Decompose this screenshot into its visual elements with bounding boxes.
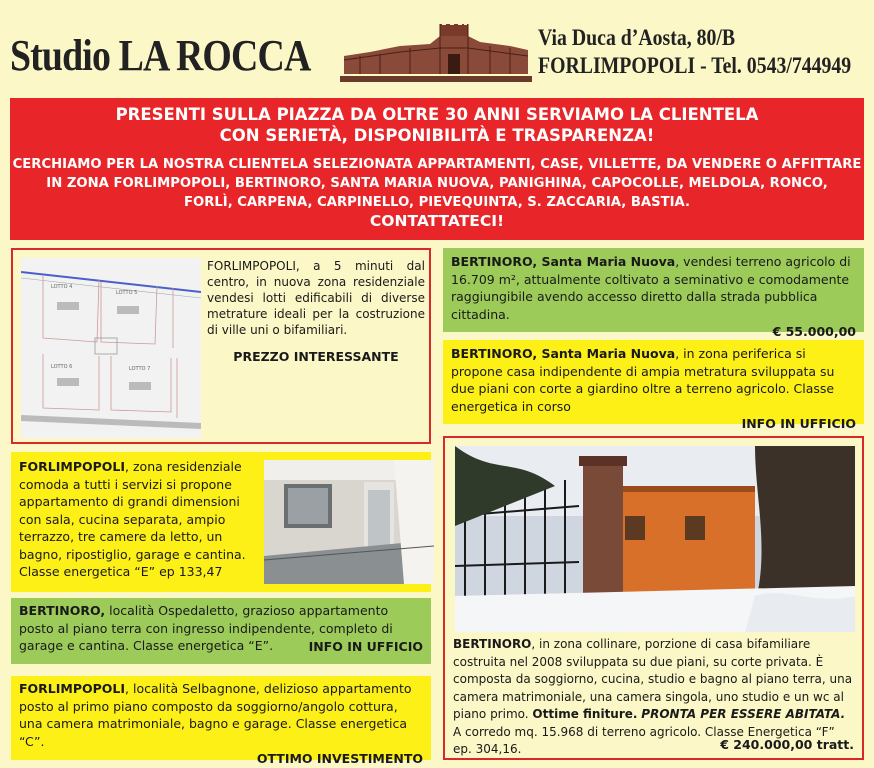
- header: [0, 0, 874, 96]
- bifamiliare-location: BERTINORO: [453, 637, 532, 651]
- ospedaletto-text: località Ospedaletto, grazioso appartamento posto al piano terra con ingresso indipendente, completo di garage e cantina. Classe energetica “E”.: [19, 603, 393, 653]
- appartamento-description: [19, 458, 249, 581]
- listing-bifamiliare: [443, 436, 864, 760]
- map-label-2: LOTTO 5: [116, 290, 138, 296]
- listing-casa-periferica: [443, 340, 864, 431]
- map-label-4: LOTTO 7: [129, 366, 151, 372]
- lotti-price: PREZZO INTERESSANTE: [233, 349, 399, 364]
- selbagnone-price: OTTIMO INVESTIMENTO: [256, 751, 423, 766]
- banner-line2: [10, 155, 864, 212]
- casa-periferica-description: [451, 345, 856, 415]
- appartamento-text: , zona residenziale comoda a tutti i servizi si propone appartamento di grandi dimensioni con sala, cucina separata, ampio terrazzo, tre camere da letto, un bagno, ripostiglio, garage e cantina. Classe energetica “E” ep 133,47: [19, 459, 246, 579]
- appartamento-location: FORLIMPOPOLI: [19, 459, 126, 474]
- selbagnone-text: , località Selbagnone, delizioso appartamento posto al primo piano composto da soggiorno/angolo cottura, una camera matrimoniale, bagno e garage. Classe energetica “C”.: [19, 681, 412, 749]
- lotti-description: FORLIMPOPOLI, a 5 minuti dal centro, in nuova zona residenziale vendesi lotti edificabili di diverse metrature ideali per la costruzione di ville uni o bifamiliari.: [207, 259, 425, 337]
- terreno-text: , vendesi terreno agricolo di 16.709 m², attualmente coltivato a seminativo e comodamente raggiungibile avendo accesso diretto dalla strada pubblica cittadina.: [451, 254, 851, 322]
- banner-line2b: IN ZONA FORLIMPOPOLI, BERTINORO, SANTA MARIA NUOVA, PANIGHINA, CAPOCOLLE, MELDOLA, RONCO,: [46, 176, 828, 191]
- banner-line1a: PRESENTI SULLA PIAZZA DA OLTRE 30 ANNI SERVIAMO LA CLIENTELA: [115, 105, 759, 124]
- banner-line1: [10, 98, 864, 146]
- listing-terreno: [443, 248, 864, 339]
- listing-ospedaletto: [11, 598, 431, 664]
- address-city-phone: FORLIMPOPOLI - Tel. 0543/744949: [538, 53, 852, 78]
- bifamiliare-text: , in zona collinare, porzione di casa bifamiliare costruita nel 2008 sviluppata su due piani, su corte privata. È composta da soggiorno, cucina, studio e bagno al piano terra, una camera matrimoniale, una camera singola, uno studio e un wc al piano primo.: [453, 637, 853, 721]
- brand-name: Studio LA ROCCA: [10, 31, 311, 80]
- casa-periferica-location: BERTINORO, Santa Maria Nuova: [451, 346, 676, 361]
- banner-line2a: CERCHIAMO PER LA NOSTRA CLIENTELA SELEZIONATA APPARTAMENTI, CASE, VILLETTE, DA VENDERE O AFFITTARE: [12, 157, 862, 172]
- bifamiliare-highlight-pronta: PRONTA PER ESSERE ABITATA.: [641, 707, 846, 721]
- listing-lotti: [11, 248, 431, 444]
- casa-periferica-text: , in zona periferica si propone casa indipendente di ampia metratura sviluppata su due piani con corte a giardino oltre a terreno agricolo. Classe energetica in corso: [451, 346, 835, 414]
- address-street: Via Duca d’Aosta, 80/B: [538, 25, 736, 50]
- bifamiliare-price: € 240.000,00 tratt.: [720, 737, 854, 752]
- terreno-price: € 55.000,00: [772, 324, 856, 339]
- listing-appartamento-forlimpopoli: [11, 452, 431, 592]
- promo-banner: [10, 98, 864, 240]
- map-label-1: LOTTO 4: [51, 284, 73, 290]
- apartment-terrace-photo: [264, 460, 434, 584]
- terreno-location: BERTINORO, Santa Maria Nuova: [451, 254, 676, 269]
- banner-line2c: FORLÌ, CARPENA, CARPINELLO, PIEVEQUINTA, S. ZACCARIA, BASTIA.: [184, 195, 690, 210]
- bifamiliare-highlight-finiture: Ottime finiture.: [532, 707, 638, 721]
- house-gate-snow-photo: [455, 446, 855, 632]
- selbagnone-description: [19, 680, 423, 750]
- terreno-description: [451, 253, 856, 323]
- ospedaletto-price: INFO IN UFFICIO: [308, 638, 423, 654]
- listing-selbagnone: [11, 676, 431, 766]
- casa-periferica-price: INFO IN UFFICIO: [741, 416, 856, 431]
- lots-map-image: [21, 258, 201, 438]
- castle-logo: [340, 16, 532, 84]
- bifamiliare-text2: A corredo mq. 15.968 di terreno agricolo. Classe Energetica “F” ep. 304,16.: [453, 724, 835, 756]
- banner-line1b: CON SERIETÀ, DISPONIBILITÀ E TRASPARENZA!: [219, 126, 655, 145]
- address: [538, 24, 851, 80]
- ospedaletto-location: BERTINORO,: [19, 603, 106, 618]
- banner-cta: CONTATTATECI!: [369, 212, 505, 230]
- selbagnone-location: FORLIMPOPOLI: [19, 681, 126, 696]
- map-label-3: LOTTO 6: [51, 364, 73, 370]
